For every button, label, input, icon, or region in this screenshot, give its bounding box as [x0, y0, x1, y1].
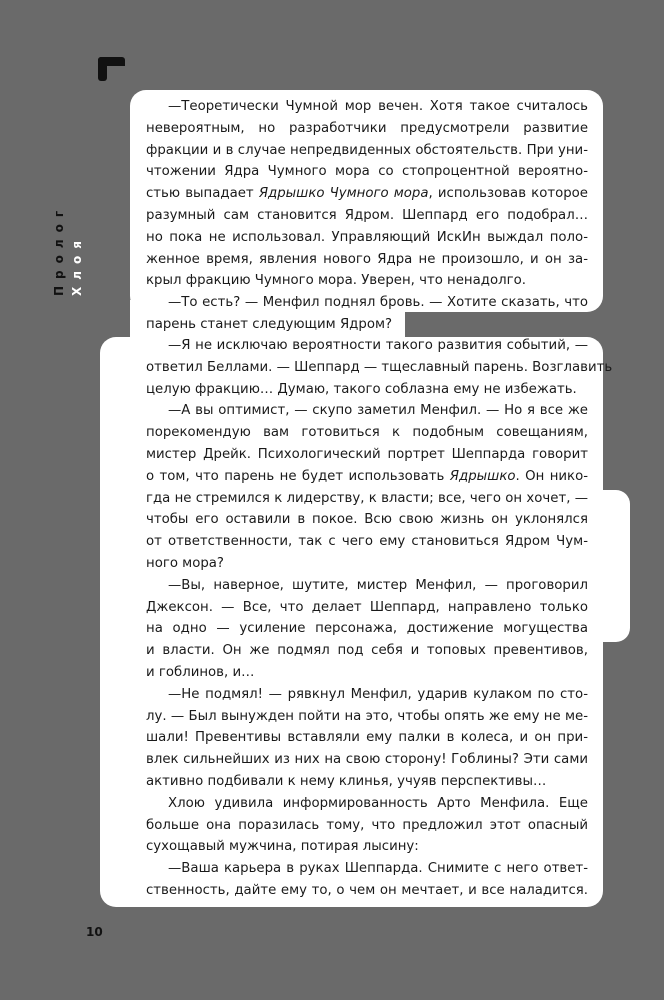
text-run: больше она поразилась тому, что предложил этот опасный	[146, 817, 588, 833]
text-run: —А вы оптимист, — скупо заметил Менфил. — Но я все же	[168, 403, 588, 419]
text-run: от ответственности, так с чего ему становиться Ядром Чум-	[146, 534, 588, 550]
page-number: 10	[86, 925, 103, 939]
text-line	[146, 183, 588, 205]
text-line	[146, 727, 588, 749]
text-run: порекомендую вам готовиться к подобным совещаниям,	[146, 425, 588, 441]
text-line	[146, 553, 588, 575]
text-line	[146, 749, 588, 771]
text-run: фракции и в случае непредвиденных обстоятельств. При уни-	[146, 142, 588, 158]
text-line	[146, 444, 588, 466]
text-run: шали! Превентивы вставляли ему палки в колеса, и он при-	[146, 730, 588, 746]
text-line	[146, 466, 588, 488]
text-line	[146, 880, 588, 902]
text-run: невероятным, но разработчики предусмотрели развитие	[146, 120, 588, 136]
corner-mark-icon	[98, 57, 125, 81]
italic-term: Ядрышко Чумного мора	[258, 186, 429, 202]
text-line	[146, 662, 588, 684]
text-line	[146, 118, 588, 140]
text-line	[146, 249, 588, 271]
text-run: стью выпадает	[146, 186, 259, 202]
text-line	[146, 400, 588, 422]
text-run: о том, что парень не будет использовать	[146, 468, 450, 484]
text-line	[146, 292, 588, 314]
text-run: целую фракцию… Думаю, такого соблазна ему не избежать.	[146, 381, 577, 397]
text-run: —Не подмял! — рявкнул Менфил, ударив кулаком по сто-	[168, 686, 588, 702]
text-run: разумный сам становится Ядром. Шеппард его подобрал…	[146, 207, 588, 223]
text-run: , использовав которое	[428, 186, 588, 202]
text-run: —То есть? — Менфил поднял бровь. — Хотите сказать, что	[168, 295, 588, 311]
character-label: Хлоя	[70, 234, 84, 296]
text-run: влек сильнейших из них на свою сторону! Гоблины? Эти сами	[146, 752, 588, 768]
text-line	[146, 140, 588, 162]
text-run: активно подбивали к нему клинья, учуяв перспективы…	[146, 773, 547, 789]
text-run: чтобы его оставили в покое. Всю свою жизнь он уклонялся	[146, 512, 588, 528]
text-line	[146, 488, 588, 510]
text-run: —Ваша карьера в руках Шеппарда. Снимите с него ответ-	[168, 861, 588, 877]
text-block-2	[146, 335, 613, 902]
text-run: —Я не исключаю вероятности такого развития событий, —	[168, 338, 588, 353]
text-block-1	[146, 96, 588, 336]
text-run: гда не стремился к лидерству, к власти; все, чего он хочет, —	[146, 490, 588, 506]
text-line	[146, 640, 588, 662]
text-run: лу. — Был вынужден пойти на это, чтобы опять же ему не ме-	[146, 708, 588, 724]
text-run: ответил Беллами. — Шеппард — тщеславный парень. Возглавить	[146, 359, 613, 375]
text-line	[146, 597, 588, 619]
text-run: крыл фракцию Чумного мора. Уверен, что ненадолго.	[146, 273, 526, 289]
text-line	[146, 314, 588, 336]
text-line	[146, 771, 588, 793]
text-run: мистер Дрейк. Психологический портрет Шеппарда говорит	[146, 446, 588, 462]
text-run: женное время, явления нового Ядра не произошло, и он за-	[146, 251, 588, 267]
text-run: Джексон. — Все, что делает Шеппард, направлено только	[146, 599, 588, 615]
text-run: . Он нико-	[515, 468, 589, 484]
text-run: ственность, дайте ему то, о чем он мечтает, и все наладится.	[146, 882, 588, 898]
text-line	[146, 335, 588, 357]
text-run: но пока не использовал. Управляющий ИскИн выждал поло-	[146, 229, 588, 245]
text-run: —Вы, наверное, шутите, мистер Менфил, — проговорил	[168, 577, 588, 593]
text-line	[146, 96, 588, 118]
text-line	[146, 531, 588, 553]
text-line	[146, 509, 588, 531]
text-line	[146, 357, 613, 379]
text-line	[146, 422, 588, 444]
text-run: сухощавый мужчина, потирая лысину:	[146, 839, 419, 855]
text-run: ного мора?	[146, 555, 224, 571]
text-line	[146, 227, 588, 249]
text-line	[146, 270, 588, 292]
text-run: Хлою удивила информированность Арто Менфила. Еще	[168, 795, 588, 811]
text-line	[146, 858, 588, 880]
text-line	[146, 205, 588, 227]
text-line	[146, 815, 588, 837]
text-run: на одно — усиление персонажа, достижение могущества	[146, 621, 588, 637]
text-line	[146, 575, 588, 597]
text-line	[146, 161, 588, 183]
text-line	[146, 618, 588, 640]
text-run: и власти. Он же подмял под себя и топовых превентивов,	[146, 643, 588, 659]
text-line	[146, 379, 588, 401]
text-line	[146, 684, 588, 706]
text-line	[146, 706, 588, 728]
text-run: и гоблинов, и…	[146, 664, 255, 680]
chapter-label: Пролог	[52, 203, 66, 296]
text-run: чтожении Ядра Чумного мора со стопроцентной вероятно-	[146, 164, 588, 180]
text-line	[146, 793, 588, 815]
text-run: —Теоретически Чумной мор вечен. Хотя такое считалось	[168, 99, 588, 114]
text-line	[146, 836, 588, 858]
text-run: парень станет следующим Ядром?	[146, 316, 393, 332]
italic-term: Ядрышко	[449, 468, 516, 484]
